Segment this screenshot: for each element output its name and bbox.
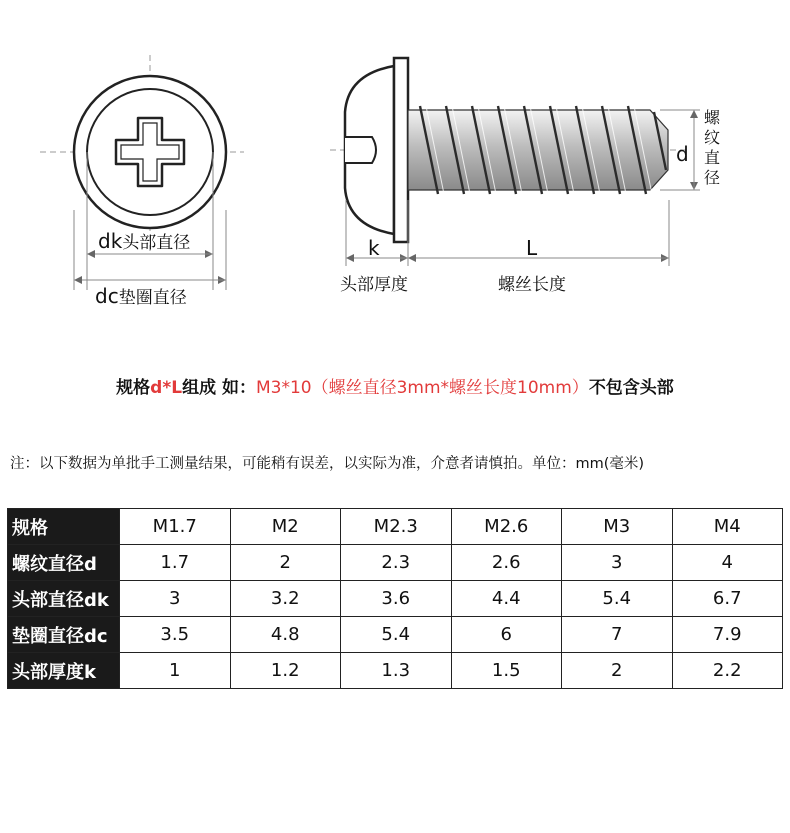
table-cell: 1.2 — [230, 653, 341, 689]
spec-table — [7, 508, 783, 689]
d-text — [704, 108, 720, 188]
table-row — [8, 581, 783, 617]
d-symbol-text: d — [676, 142, 689, 166]
table-cell: 1.3 — [341, 653, 452, 689]
table-cell-size: M1.7 — [120, 509, 231, 545]
row-label: 头部厚度k — [8, 653, 120, 689]
table-cell: 3 — [562, 545, 673, 581]
d-symbol — [676, 142, 689, 166]
k-symbol — [368, 236, 380, 260]
table-cell: 1.7 — [120, 545, 231, 581]
table-row — [8, 617, 783, 653]
k-symbol-text: k — [368, 236, 380, 260]
row-label: 头部直径dk — [8, 581, 120, 617]
table-cell: 2.2 — [672, 653, 783, 689]
table-cell: 4 — [672, 545, 783, 581]
table-cell-size: M2 — [230, 509, 341, 545]
table-cell-size: M3 — [562, 509, 673, 545]
table-row — [8, 545, 783, 581]
table-cell: 2.6 — [451, 545, 562, 581]
table-row — [8, 653, 783, 689]
dk-label — [98, 228, 190, 253]
table-cell: 6 — [451, 617, 562, 653]
table-cell: 3.5 — [120, 617, 231, 653]
dc-text: 垫圈直径 — [118, 288, 187, 308]
table-cell: 2 — [230, 545, 341, 581]
L-symbol — [526, 236, 537, 260]
dc-label — [95, 283, 187, 308]
k-text: 头部厚度 — [340, 275, 408, 295]
d-text-char: 螺 — [704, 108, 721, 127]
table-cell: 2.3 — [341, 545, 452, 581]
table-cell: 4.8 — [230, 617, 341, 653]
measurement-note: 注：以下数据为单批手工测量结果，可能稍有误差，以实际为准，介意者请慎拍。单位：mm(毫米) — [10, 456, 645, 472]
dc-symbol: dc — [95, 284, 119, 308]
screw-diagram — [0, 0, 790, 330]
L-symbol-text: L — [526, 236, 538, 260]
table-cell: 5.4 — [341, 617, 452, 653]
side-view — [330, 58, 690, 242]
dk-text: 头部直径 — [122, 233, 191, 253]
table-cell: 3.2 — [230, 581, 341, 617]
table-cell-size: M4 — [672, 509, 783, 545]
table-header-row — [8, 509, 783, 545]
table-cell: 6.7 — [672, 581, 783, 617]
d-text-char: 直 — [704, 148, 721, 167]
spec-description — [0, 373, 790, 398]
d-text-char: 纹 — [704, 128, 721, 147]
table-cell: 5.4 — [562, 581, 673, 617]
table-cell: 1 — [120, 653, 231, 689]
table-cell: 2 — [562, 653, 673, 689]
table-cell: 4.4 — [451, 581, 562, 617]
table-cell-size: M2.3 — [341, 509, 452, 545]
dk-symbol: dk — [98, 229, 123, 253]
L-text: 螺丝长度 — [498, 275, 566, 295]
table-cell: 1.5 — [451, 653, 562, 689]
spec-middle: 组成 如： — [182, 378, 256, 398]
table-cell: 7.9 — [672, 617, 783, 653]
table-cell: 3.6 — [341, 581, 452, 617]
table-cell: 3 — [120, 581, 231, 617]
row-label: 螺纹直径d — [8, 545, 120, 581]
spec-suffix: 不包含头部 — [588, 378, 674, 398]
table-cell: 7 — [562, 617, 673, 653]
spec-example: M3*10（螺丝直径3mm*螺丝长度10mm） — [256, 378, 589, 398]
table-cell-size: M2.6 — [451, 509, 562, 545]
table-header-label: 规格 — [8, 509, 120, 545]
d-text-char: 径 — [704, 168, 721, 187]
row-label: 垫圈直径dc — [8, 617, 120, 653]
spec-prefix: 规格 — [116, 378, 151, 398]
spec-formula: d*L — [150, 378, 183, 398]
